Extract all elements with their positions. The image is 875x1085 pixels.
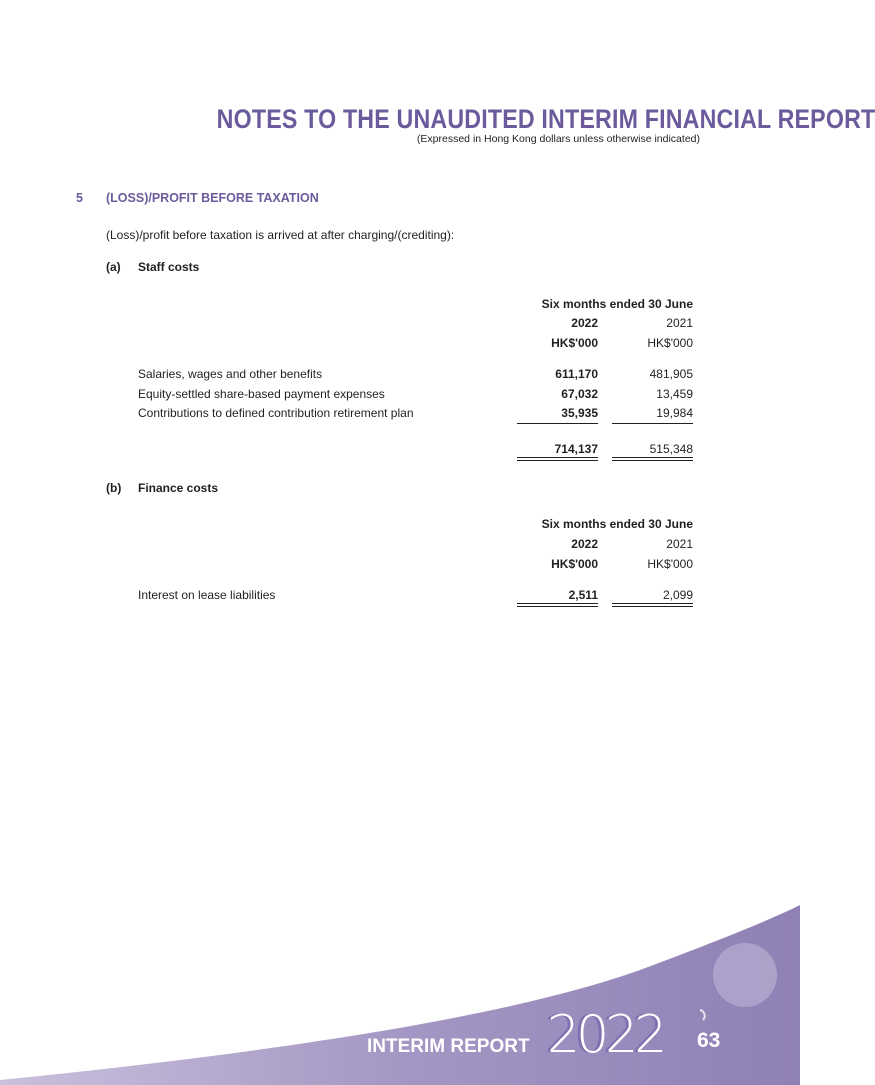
page-title: NOTES TO THE UNAUDITED INTERIM FINANCIAL REPORT bbox=[216, 104, 875, 134]
finance-year-2022: 2022 bbox=[571, 537, 598, 551]
table-row-label: Equity-settled share-based payment expenses bbox=[138, 387, 385, 401]
subtotal-rule bbox=[612, 423, 693, 424]
staff-label: (a) bbox=[106, 260, 121, 274]
table-row-label: Interest on lease liabilities bbox=[138, 588, 276, 602]
staff-year-2022: 2022 bbox=[571, 316, 598, 330]
table-row-label: Contributions to defined contribution retirement plan bbox=[138, 406, 414, 420]
finance-unit-2022: HK$'000 bbox=[551, 557, 598, 571]
table-cell-2022: 35,935 bbox=[561, 406, 598, 420]
staff-total-2022: 714,137 bbox=[554, 442, 598, 456]
total-double-rule bbox=[517, 603, 598, 607]
staff-title: Staff costs bbox=[138, 260, 200, 274]
planet-decoration bbox=[713, 943, 777, 1007]
total-double-rule bbox=[517, 457, 598, 461]
finance-label: (b) bbox=[106, 481, 122, 495]
finance-unit-2021: HK$'000 bbox=[647, 557, 693, 571]
table-cell-2021: 2,099 bbox=[662, 588, 693, 602]
table-cell-2022: 2,511 bbox=[568, 588, 598, 602]
finance-year-2021: 2021 bbox=[666, 537, 693, 551]
table-cell-2021: 19,984 bbox=[656, 406, 693, 420]
staff-period: Six months ended 30 June bbox=[541, 297, 693, 311]
table-row-label: Salaries, wages and other benefits bbox=[138, 367, 323, 381]
section-intro: (Loss)/profit before taxation is arrived at after charging/(crediting): bbox=[106, 228, 455, 242]
table-cell-2022: 611,170 bbox=[555, 367, 598, 381]
staff-unit-2022: HK$'000 bbox=[551, 336, 598, 350]
section-number: 5 bbox=[76, 191, 83, 205]
section-title: (LOSS)/PROFIT BEFORE TAXATION bbox=[106, 191, 319, 205]
staff-unit-2021: HK$'000 bbox=[647, 336, 693, 350]
finance-period: Six months ended 30 June bbox=[541, 517, 693, 531]
subtotal-rule bbox=[517, 423, 598, 424]
total-double-rule bbox=[612, 457, 693, 461]
table-cell-2021: 481,905 bbox=[649, 367, 693, 381]
staff-year-2021: 2021 bbox=[666, 316, 693, 330]
page-subtitle: (Expressed in Hong Kong dollars unless otherwise indicated) bbox=[416, 133, 700, 145]
staff-total-2021: 515,348 bbox=[649, 442, 693, 456]
table-cell-2022: 67,032 bbox=[561, 387, 598, 401]
footer-report-label: INTERIM REPORT bbox=[367, 1036, 530, 1057]
page-number: 63 bbox=[697, 1029, 721, 1052]
finance-title: Finance costs bbox=[138, 481, 219, 495]
total-double-rule bbox=[612, 603, 693, 607]
footer-year-logo: 2022 bbox=[547, 1005, 664, 1065]
table-cell-2021: 13,459 bbox=[656, 387, 693, 401]
